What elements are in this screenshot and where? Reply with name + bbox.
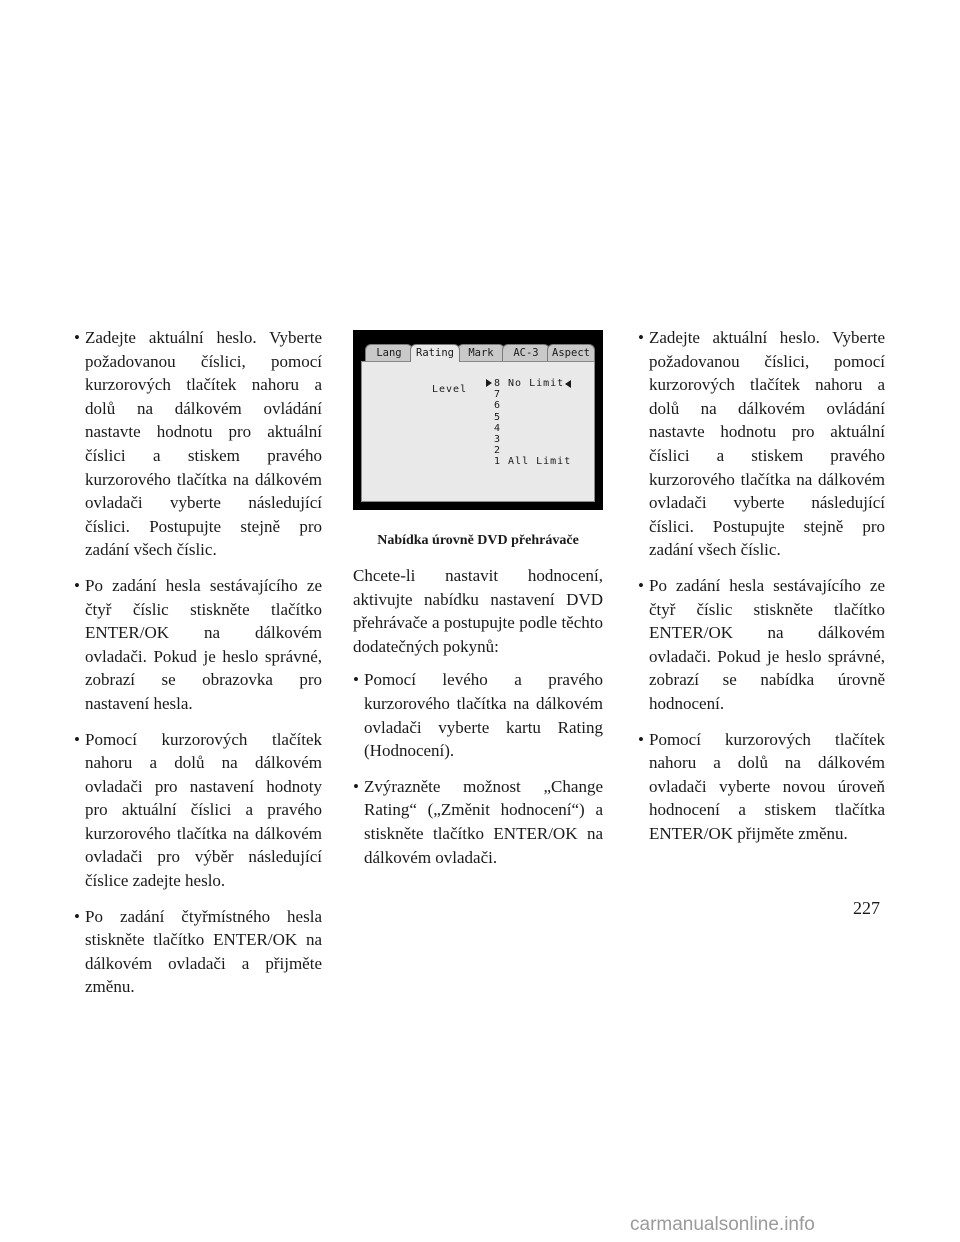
bullet-icon: • <box>353 776 359 796</box>
list-item-text: Zadejte aktuální heslo. Vyberte požadovanou číslici, pomocí kurzorových tlačítek nahoru a dolů na dálkovém ovládání nastavte hodnotu pro aktuální číslici a stiskem pravého kurzorového tlačítka na dálkovém ovladači vyberte následující číslici. Postupujte stejně pro zadání všech číslic. <box>649 328 885 560</box>
middle-column <box>353 330 603 881</box>
list-item-text: Pomocí levého a pravého kurzorového tlačítka na dálkovém ovladači vyberte kartu Rating (Hodnocení). <box>364 670 603 761</box>
bullet-icon: • <box>638 328 644 347</box>
list-item <box>638 728 885 846</box>
right-bullet-list <box>638 326 885 845</box>
dvd-tab-rating: Rating <box>410 344 460 362</box>
list-item-text: Po zadání hesla sestávajícího ze čtyř číslic stiskněte tlačítko ENTER/OK na dálkovém ovladači. Pokud je heslo správné, zobrazí se nabídka úrovně hodnocení. <box>649 575 885 713</box>
bullet-icon: • <box>638 729 644 749</box>
selection-arrow-left-icon <box>565 380 571 388</box>
dvd-level-option: 2 <box>494 445 502 457</box>
list-item-text: Po zadání hesla sestávajícího ze čtyř číslic stiskněte tlačítko ENTER/OK na dálkovém ovladači. Pokud je heslo správné, zobrazí se obrazovka pro nastavení hesla. <box>85 575 322 713</box>
dvd-tab-lang: Lang <box>365 344 413 361</box>
dvd-tab-ac3: AC-3 <box>502 344 550 361</box>
selection-arrow-right-icon <box>486 379 492 387</box>
list-item <box>74 574 322 716</box>
bullet-icon: • <box>74 906 80 926</box>
dvd-level-option: 5 <box>494 411 502 423</box>
dvd-level-option: 6 <box>494 400 502 412</box>
dvd-level-option: 4 <box>494 422 502 434</box>
right-column <box>638 326 885 857</box>
list-item <box>638 574 885 716</box>
list-item-text: Po zadání čtyřmístného hesla stiskněte tlačítko ENTER/OK na dálkovém ovladači a přijměte změnu. <box>85 906 322 997</box>
left-bullet-list <box>74 326 322 999</box>
bullet-icon: • <box>74 575 80 595</box>
list-item <box>74 728 322 893</box>
bullet-icon: • <box>353 670 359 690</box>
list-item-text: Pomocí kurzorových tlačítek nahoru a dolů na dálkovém ovladači vyberte novou úroveň hodnocení a stiskem tlačítka ENTER/OK přijměte změnu. <box>649 729 885 843</box>
list-item <box>353 668 603 762</box>
dvd-tab-aspect: Aspect <box>547 344 595 361</box>
list-item-text: Zadejte aktuální heslo. Vyberte požadovanou číslici, pomocí kurzorových tlačítek nahoru a dolů na dálkovém ovládání nastavte hodnotu pro aktuální číslici a stiskem pravého kurzorového tlačítka na dálkovém ovladači vyberte následující číslici. Postupujte stejně pro zadání všech číslic. <box>85 328 322 560</box>
dvd-rating-menu-screenshot <box>353 330 603 510</box>
dvd-tab-mark: Mark <box>457 344 505 361</box>
dvd-level-option: 7 <box>494 389 502 401</box>
dvd-level-list <box>486 378 571 468</box>
dvd-level-label: Level <box>432 384 468 395</box>
bullet-icon: • <box>74 729 80 749</box>
list-item <box>74 326 322 562</box>
list-item-text: Zvýrazněte možnost „Change Rating“ („Změnit hodnocení“) a stiskněte tlačítko ENTER/OK na dálkovém ovladači. <box>364 776 603 867</box>
page-number: 227 <box>853 898 880 918</box>
dvd-level-text: 8 No Limit <box>494 378 565 389</box>
bullet-icon: • <box>74 328 80 347</box>
figure-caption: Nabídka úrovně DVD přehrávače <box>377 533 579 548</box>
dvd-rating-panel <box>361 361 595 502</box>
list-item-text: Pomocí kurzorových tlačítek nahoru a dolů na dálkovém ovladači pro nastavení hodnoty pro aktuální číslici a pravého kurzorového tlačítka na dálkovém ovladači pro výběr následující číslice zadejte heslo. <box>85 729 322 891</box>
dvd-menu-tabs <box>365 344 595 362</box>
intro-paragraph: Chcete-li nastavit hodnocení, aktivujte nabídku nastavení DVD přehrávače a postupujte podle těchto dodatečných pokynů: <box>353 566 603 656</box>
left-column <box>74 326 322 1011</box>
dvd-level-option <box>486 378 571 389</box>
list-item <box>638 326 885 562</box>
watermark: carmanualsonline.info <box>630 1214 815 1235</box>
list-item <box>353 775 603 869</box>
middle-bullet-list <box>353 668 603 869</box>
dvd-level-option: 1 All Limit <box>494 456 572 468</box>
bullet-icon: • <box>638 575 644 595</box>
list-item <box>74 905 322 999</box>
dvd-level-option: 3 <box>494 434 502 446</box>
